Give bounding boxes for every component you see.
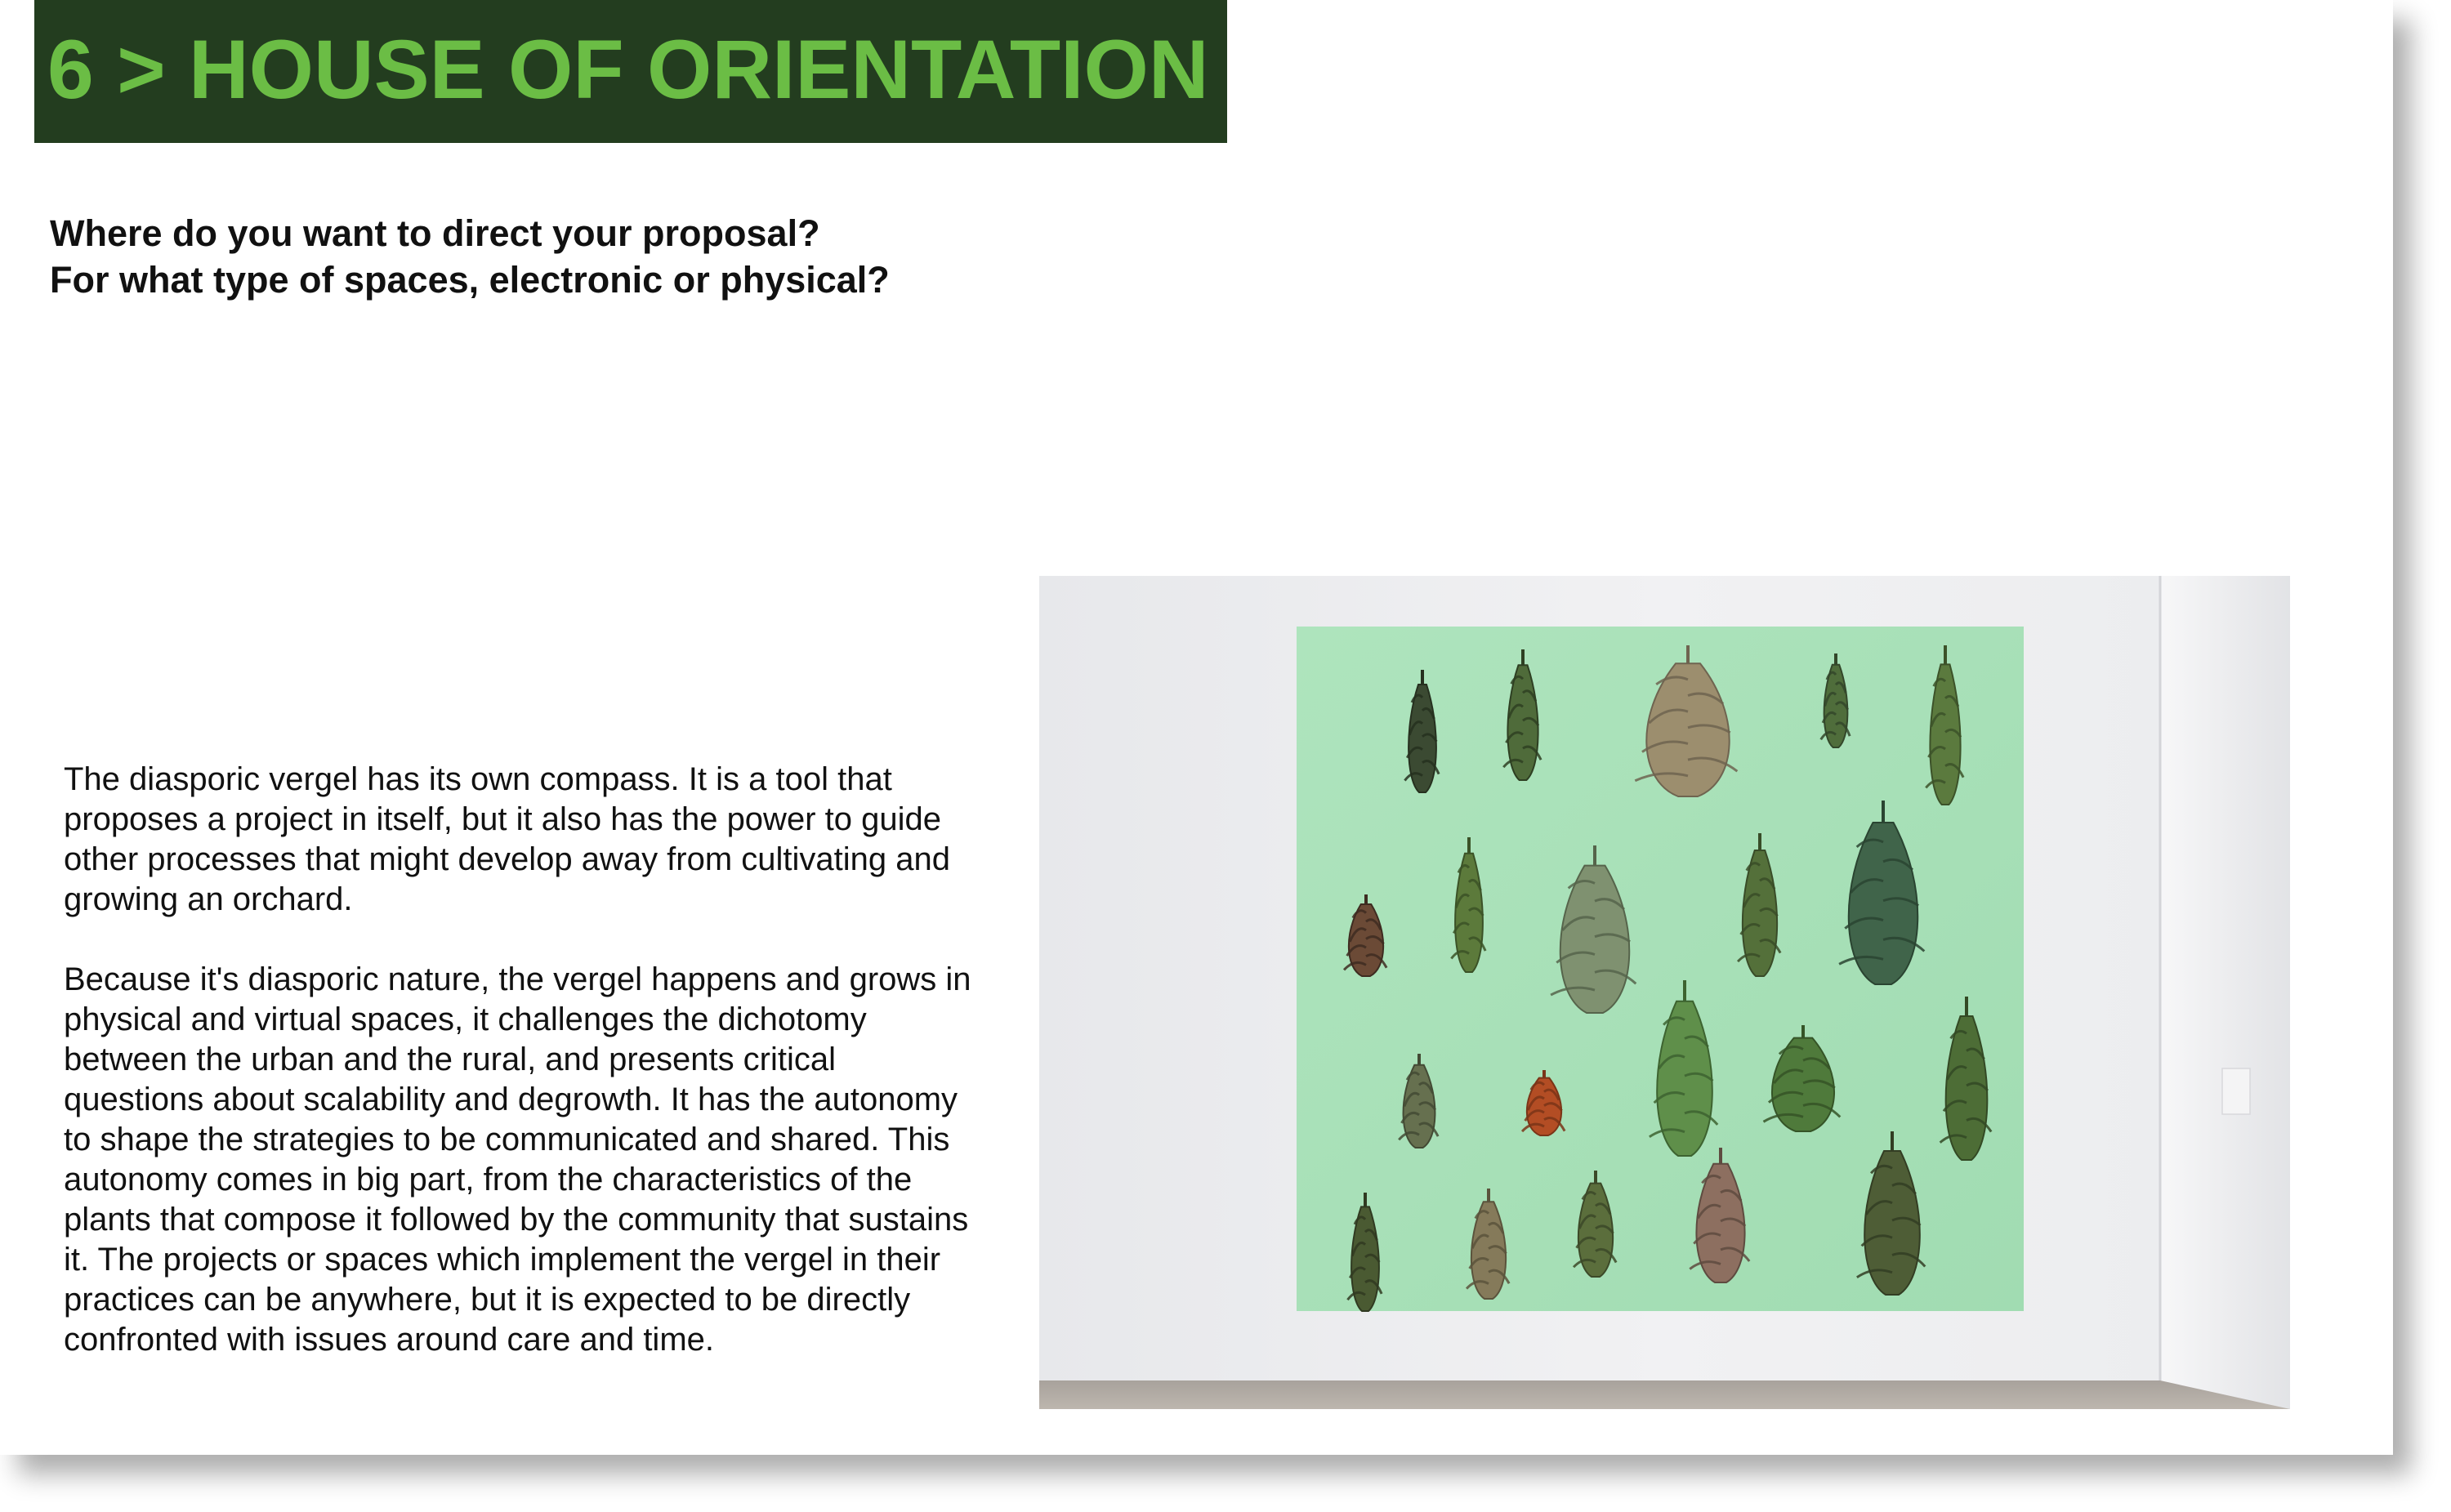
gallery-floor bbox=[1039, 1380, 2290, 1409]
question-line-2: For what type of spaces, electronic or physical? bbox=[50, 259, 890, 301]
side-wall bbox=[2160, 576, 2290, 1409]
paragraph-1: The diasporic vergel has its own compass. It is a tool that proposes a project in itself, but it also has the power to guide other processes that might develop away from cultivating and growing an orchard. bbox=[64, 761, 951, 917]
slide-title: 6 > HOUSE OF ORIENTATION bbox=[47, 23, 1209, 116]
title-banner bbox=[34, 0, 1227, 143]
installation-photo bbox=[1039, 576, 2290, 1409]
body-text bbox=[64, 760, 979, 1360]
question-line-1: Where do you want to direct your proposal? bbox=[50, 212, 820, 254]
guiding-questions bbox=[50, 210, 890, 303]
wall-label-card bbox=[2222, 1068, 2250, 1114]
paragraph-2: Because it's diasporic nature, the vergel happens and grows in physical and virtual spaces, it challenges the dichotomy between the urban and the rural, and presents critical questions about scalability and degrowth. It has the autonomy to shape the strategies to be communicated and shared. This autonomy comes in big part, from the characteristics of the plants that compose it followed by the community that sustains it. The projects or spaces which implement the vergel in their practices can be anywhere, but it is expected to be directly confronted with issues around care and time. bbox=[64, 961, 971, 1358]
